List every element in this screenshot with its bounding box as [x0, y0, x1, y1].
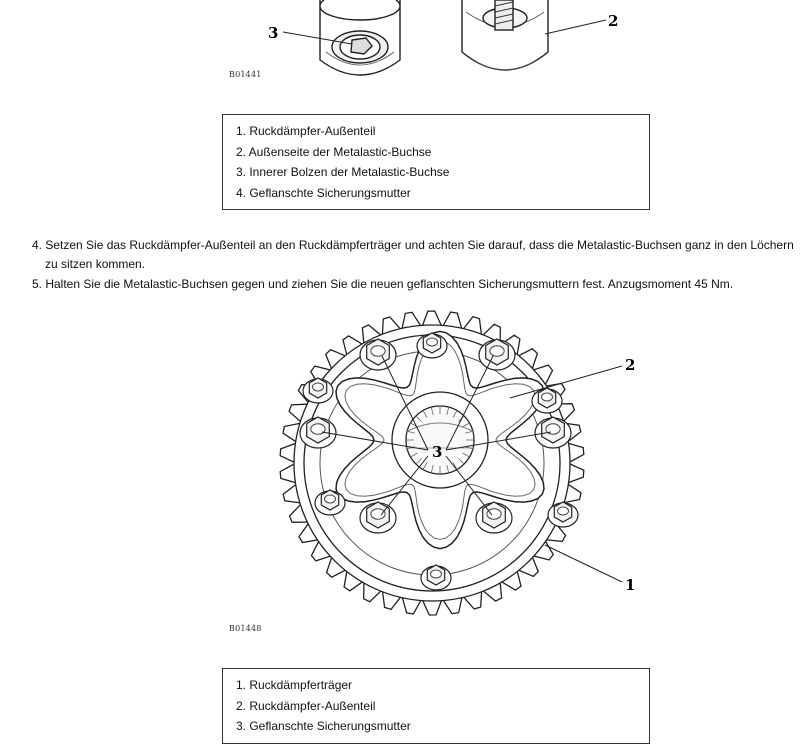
outer-bolt	[421, 565, 451, 590]
bushing-right-drawing	[462, 0, 548, 70]
step-5-text: 5. Halten Sie die Metalastic-Buchsen gegen und ziehen Sie die neuen geflanschten Sicherungsmuttern fest. Anzugsmoment 45 Nm.	[32, 277, 734, 291]
figure1-code: B01441	[229, 70, 262, 79]
bushing-left-drawing	[320, 0, 400, 75]
outer-bolt	[417, 333, 447, 358]
legend2-item: 3. Geflanschte Sicherungsmutter	[236, 719, 411, 733]
step-4	[32, 236, 802, 274]
legend2-item: 1. Ruckdämpferträger	[236, 678, 353, 692]
figure1-callout-2: 2	[608, 12, 619, 30]
flanged-nut	[476, 502, 512, 533]
instruction-steps	[32, 236, 802, 294]
legend1-item: 3. Innerer Bolzen der Metalastic-Buchse	[236, 165, 450, 179]
flanged-nut	[479, 339, 515, 370]
legend-box-1	[222, 114, 650, 210]
figure-sprocket-illustration	[0, 300, 810, 630]
flanged-nut	[360, 502, 396, 533]
legend1-item: 4. Geflanschte Sicherungsmutter	[236, 185, 411, 200]
outer-bolt	[548, 502, 578, 527]
figure2-callout-2: 2	[625, 356, 636, 374]
outer-bolt	[532, 388, 562, 413]
flanged-nut	[535, 417, 571, 448]
outer-bolt	[303, 378, 333, 403]
step-5	[32, 275, 802, 294]
step-4-text: 4. Setzen Sie das Ruckdämpfer-Außenteil an den Ruckdämpferträger und achten Sie darauf, dass die Metalastic-Buchsen ganz in den Löchern zu sitzen kommen.	[32, 238, 794, 271]
outer-bolt	[315, 490, 345, 515]
legend1-item: 1. Ruckdämpfer-Außenteil	[236, 124, 376, 138]
figure2-callout-3: 3	[432, 443, 443, 461]
figure-bushing-illustration	[0, 0, 810, 85]
legend-box-2	[222, 668, 650, 744]
figure2-callout-1: 1	[625, 576, 636, 594]
legend2-item: 2. Ruckdämpfer-Außenteil	[236, 698, 376, 713]
flanged-nut	[300, 417, 336, 448]
figure2-code: B01448	[229, 624, 262, 633]
flanged-nut	[360, 339, 396, 370]
figure1-callout-3: 3	[268, 24, 279, 42]
legend1-item: 2. Außenseite der Metalastic-Buchse	[236, 144, 432, 159]
